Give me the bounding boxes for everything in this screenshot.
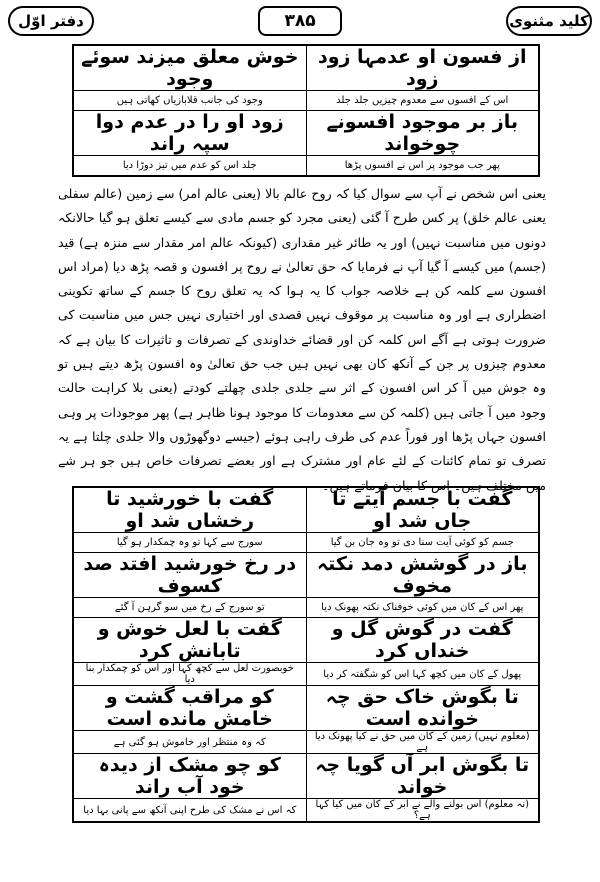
verse-left: خوش معلق میزند سوئے وجود [73, 45, 306, 91]
translation-right: پھول کے کان میں کچھ کہا اس کو شگفتہ کر دیا [306, 663, 539, 686]
translation-right: جسم کو کوئی آیت سنا دی تو وہ جان بن گیا [306, 533, 539, 553]
volume-label: دفتر اوّل [8, 6, 94, 36]
verse-table-top [72, 44, 540, 177]
translation-left: سورج سے کہا تو وہ چمکدار ہو گیا [73, 533, 306, 553]
verse-table-bottom [72, 486, 540, 823]
translation-left: کہ اس نے مشک کی طرح اپنی آنکھ سے پانی بہا دیا [73, 799, 306, 823]
translation-row [73, 598, 539, 618]
translation-row [73, 91, 539, 111]
verse-right: گفت با جسم آیتے تا جاں شد او [306, 487, 539, 533]
commentary-paragraph: یعنی اس شخص نے آپ سے سوال کیا کہ روح عالم بالا (یعنی عالم امر) سے زمین (عالم سفلی یعنی عالم خلق) پر کس طرح آ گئی (یعنی مجرد کو جسم مادی سے کیسے تعلق ہو گیا حالانکہ دونوں میں مناسبت نہیں) اور یہ طائر غیر مقداری (کیونکہ عالم امر مقدار سے منزہ ہے) قید (جسم) میں کیسے آ گیا آپ نے فرمایا کہ حق تعالیٰ نے روح پر افسون و قصہ پڑھ دیا (مراد اس افسون سے کلمہ کن ہے خلاصہ جواب کا یہ ہوا کہ یہ تعلق روح کا جسم کے ساتھ تکوینی اضطراری ہے اور وہ مناسبت پر موقوف نہیں قصدی اور اختیاری نہیں جس میں مناسبت کی ضرورت ہوتی ہے آگے اس کلمہ کن اور قضائے خداوندی کے تصرفات و تاثیرات کا بیان ہے کہ معدوم چیزوں پر جن کے آنکھ کان بھی نہیں ہیں جب حق تعالیٰ وہ افسون پڑھ دیتے ہیں تو وہ جوش میں آ کر اس افسون کے اثر سے جلدی جلدی چھلتے کودتے (یعنی بلا کراہت حالت وجود میں آ جاتی ہیں (کلمہ کن سے معدومات کا موجود ہونا ظاہر ہے) پھر موجودات پر وہی افسون جہاں پڑھا اور فوراً عدم کی طرف راہی ہوئے (جیسے دوگھوڑوں والا جلدی چلتا ہے یہ تصرف تو تمام کائنات کے لئے عام اور مشترک ہے اور بعضے تصرفات خاص ہیں جو ہر شے میں مختلف ہیں۔ اس کا بیان فرماتے ہیں۔ [58, 186, 546, 493]
page-number: ۳۸۵ [258, 6, 342, 36]
page-number-cartouche [258, 6, 342, 36]
verse-row [73, 618, 539, 663]
verse-right: تا بگوش خاک حق چہ خوانده است [306, 686, 539, 731]
translation-row [73, 799, 539, 823]
verse-left: در رخ خورشید افتد صد کسوف [73, 553, 306, 598]
verse-right: تا بگوش ابر آں گویا چہ خواند [306, 754, 539, 799]
commentary-text [58, 182, 546, 498]
volume-cartouche [8, 6, 94, 36]
book-title-cartouche [506, 6, 592, 36]
verse-left: زود او را در عدم دوا سپہ راند [73, 111, 306, 156]
verse-row [73, 553, 539, 598]
translation-left: جلد اس کو عدم میں تیز دوڑا دیا [73, 156, 306, 177]
translation-row [73, 533, 539, 553]
verse-right: باز بر موجود افسونے چوخواند [306, 111, 539, 156]
translation-right: اس کے افسوں سے معدوم چیزیں جلد جلد [306, 91, 539, 111]
verse-left: کو چو مشک از دیدہ خود آب راند [73, 754, 306, 799]
verse-right: گفت در گوش گل و خنداں کرد [306, 618, 539, 663]
translation-left: وجود کی جانب قلابازیاں کھاتی ہیں [73, 91, 306, 111]
verse-left: گفت با خورشید تا رخشاں شد او [73, 487, 306, 533]
verse-row [73, 45, 539, 91]
translation-row [73, 731, 539, 754]
translation-right: (نہ معلوم) اس بولنے والے نے ابر کے کان میں کیا کہا ہے؟ [306, 799, 539, 823]
translation-left: تو سورج کے رخ میں سو گرہن آ گئے [73, 598, 306, 618]
verse-row [73, 111, 539, 156]
verse-row [73, 754, 539, 799]
translation-left: کہ وہ منتظر اور خاموش ہو گئی ہے [73, 731, 306, 754]
translation-row [73, 156, 539, 177]
verse-left: گفت با لعل خوش و تابانش کرد [73, 618, 306, 663]
translation-right: پھر جب موجود پر اس نے افسوں پڑھا [306, 156, 539, 177]
verse-right: از فسون او عدمہا زود زود [306, 45, 539, 91]
translation-right: (معلوم نہیں) زمین کے کان میں حق نے کیا پھونک دیا ہے [306, 731, 539, 754]
verse-row [73, 686, 539, 731]
translation-left: خوبصورت لعل سے کچھ کہا اور اس کو چمکدار بنا دیا [73, 663, 306, 686]
translation-right: پھر اس کے کان میں کوئی خوفناک نکتہ پھونک دیا [306, 598, 539, 618]
translation-row [73, 663, 539, 686]
verse-left: کو مراقب گشت و خامش مانده است [73, 686, 306, 731]
verse-row [73, 487, 539, 533]
verse-right: باز در گوشش دمد نکتہ مخوف [306, 553, 539, 598]
book-title: کلید مثنوی [506, 6, 592, 36]
